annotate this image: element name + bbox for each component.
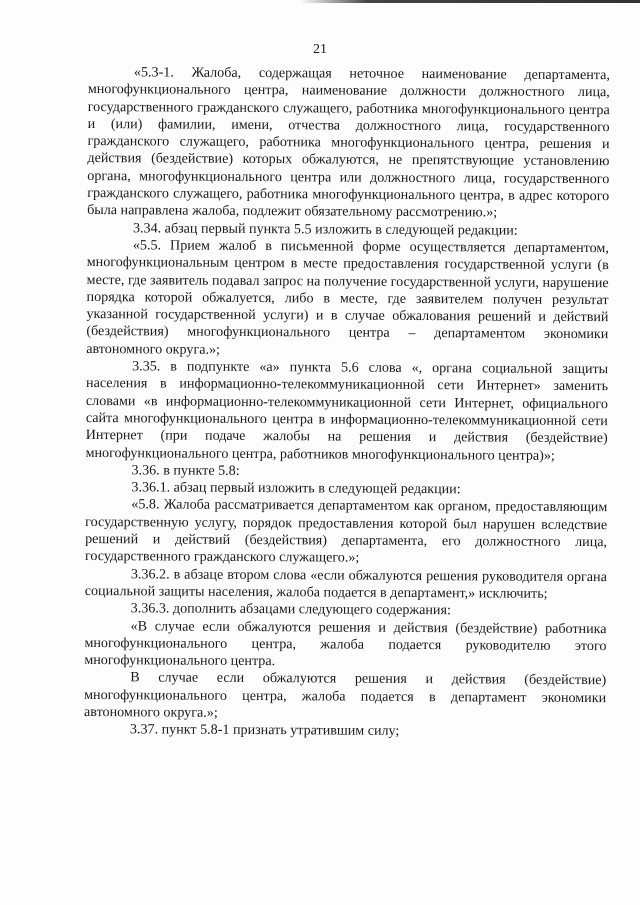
paragraph-5-8-quote: «5.8. Жалоба рассматривается департаментом как органом, предоставляющим государственную услугу, порядок предоставления которой был нарушен вследствие решений и действий (бездействия) департамента, его должностного лица, государственного гражданского служащего.»; [84, 496, 608, 566]
paragraph-mfc-employee: «В случае если обжалуются решения и действия (бездействие) работника многофункционального центра, жалоба подается руководителю этого многофункционального центра. [84, 617, 607, 670]
paragraph-3-35: 3.35. в подпункте «а» пункта 5.6 слова «, органа социальной защиты населения в информационно-телекоммуникационной сети Интернет» заменить словами «в информационно-телекоммуникационной сети Интернет, официального сайта многофункционального центра в информационно-телекоммуникационной сети Интернет (при подаче жалобы на решения и действия (бездействие) многофункционального центра, работников многофункционального центра)»; [85, 358, 609, 464]
paragraph-3-36-1: 3.36.1. абзац первый изложить в следующей редакции: [131, 479, 461, 498]
paragraph-3-34: 3.34. абзац первый пункта 5.5 изложить в следующей редакции: [132, 219, 518, 239]
paragraph-3-36-2: 3.36.2. в абзаце втором слова «если обжалуются решения руководителя органа социальной защиты населения, жалоба подается в департамент,» исключить; [84, 565, 607, 602]
paragraph-mfc-center: В случае если обжалуются решения и действия (бездействие) многофункционального центра, жалоба подается в департамент экономики автономного округа.»; [83, 669, 607, 721]
document-body [84, 64, 610, 742]
paragraph-5-3-1: «5.3-1. Жалоба, содержащая неточное наименование департамента, многофункционального центра, наименование должности должностного лица, государственного гражданского служащего, работника многофункционального центра и (или) фамилии, имени, отчества должностного лица, государственного гражданского служащего, работника многофункционального центра, решения и действия (бездействие) которых обжалуются, не препятствующие установлению органа, многофункционального центра или должностного лица, государственного гражданского служащего, работника многофункционального центра, в адрес которого была направлена жалоба, подлежит обязательному рассмотрению.»; [87, 64, 610, 221]
paragraph-3-36-3: 3.36.3. дополнить абзацами следующего содержания: [130, 600, 451, 619]
paragraph-3-37: 3.37. пункт 5.8-1 признать утратившим силу; [129, 721, 400, 740]
paragraph-5-5-quote: «5.5. Прием жалоб в письменной форме осуществляется департаментом, многофункциональным центром в месте предоставления государственной услуги (в месте, где заявитель подавал запрос на получение государственной услуги, нарушение порядка которой обжалуется, либо в месте, где заявителем получен результат указанной государственной услуги) и в случае обжалования решений и действий (бездействия) многофункционального центра – департаментом экономики автономного округа.»; [86, 237, 609, 358]
paragraph-3-36: 3.36. в пункте 5.8: [131, 462, 240, 479]
scan-edge-line [300, 0, 640, 3]
page-number: 21 [313, 42, 327, 57]
